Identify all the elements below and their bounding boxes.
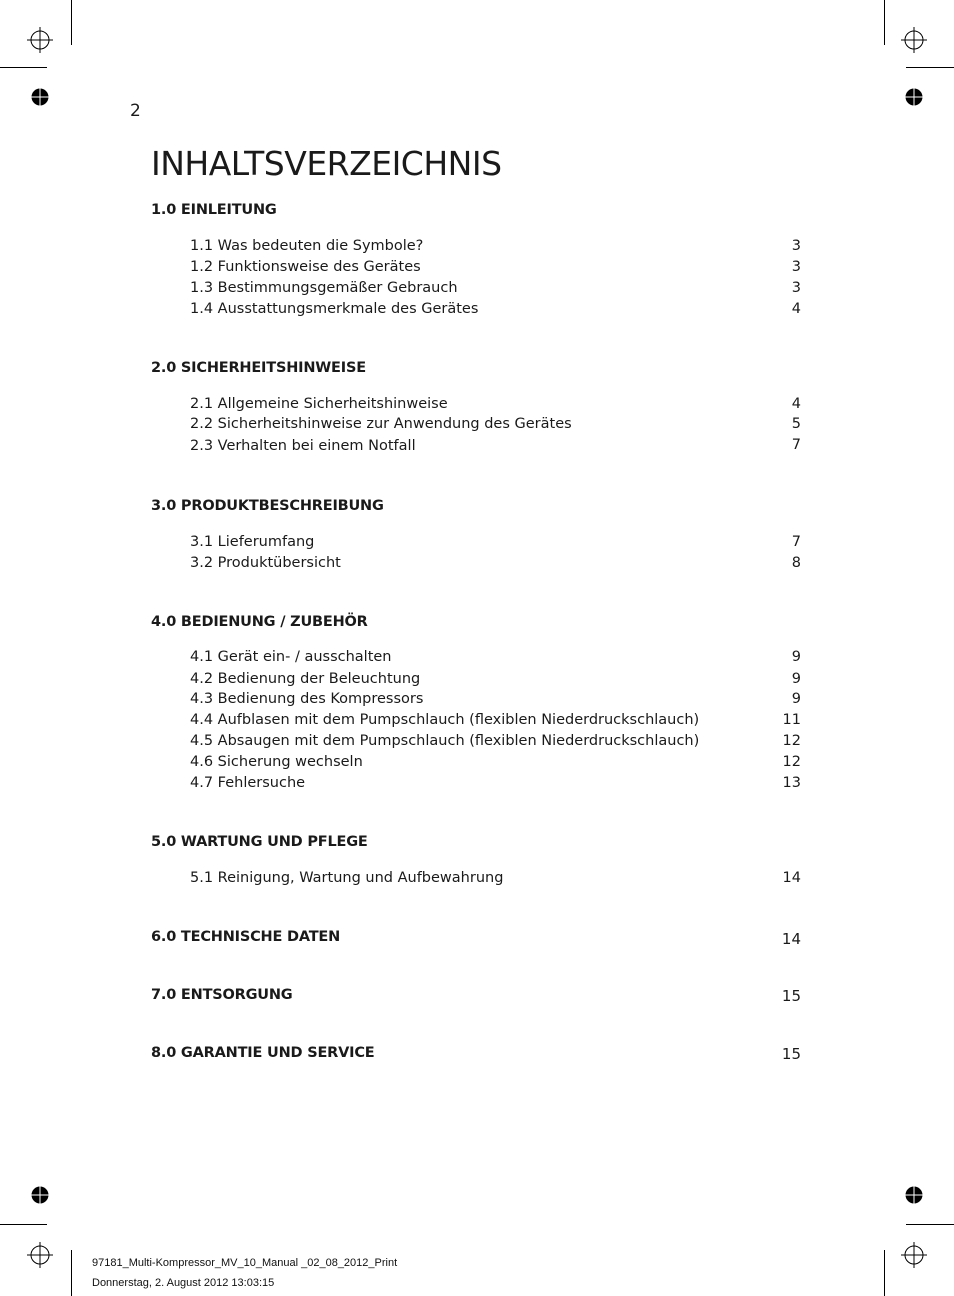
toc-entry-label: 4.7 Fehlersuche	[190, 775, 306, 791]
register-dot-icon	[31, 88, 49, 106]
toc-entry-page: 7	[791, 437, 801, 453]
toc-entry-page: 3	[791, 259, 801, 275]
toc-entry-page: 13	[782, 775, 801, 791]
toc-entry-label: 1.4 Ausstattungsmerkmale des Gerätes	[190, 301, 479, 317]
toc-entry-page: 11	[782, 712, 801, 728]
toc-entry-label: 4.6 Sicherung wechseln	[190, 754, 363, 770]
crop-mark	[71, 0, 72, 45]
toc-entry-page: 9	[791, 691, 801, 707]
section-page: 14	[781, 930, 801, 948]
crop-mark	[906, 67, 954, 68]
section-heading: 3.0 PRODUKTBESCHREIBUNG	[151, 498, 384, 514]
toc-entry-page: 9	[791, 671, 801, 687]
toc-entry-label: 3.2 Produktübersicht	[190, 555, 341, 571]
section-heading: 4.0 BEDIENUNG / ZUBEHÖR	[151, 614, 368, 630]
section-heading: 6.0 TECHNISCHE DATEN	[151, 929, 341, 945]
toc-entry-page: 12	[782, 754, 801, 770]
toc-entry[interactable]	[190, 301, 801, 322]
toc-entry-page: 12	[782, 733, 801, 749]
registration-mark-icon	[901, 27, 927, 53]
toc-entry[interactable]	[190, 775, 801, 796]
toc-entry-label: 2.2 Sicherheitshinweise zur Anwendung des Gerätes	[190, 416, 572, 432]
toc-entry-label: 4.5 Absaugen mit dem Pumpschlauch (flexiblen Niederdruckschlauch)	[190, 733, 700, 749]
toc-entry[interactable]	[190, 437, 801, 458]
crop-mark	[906, 1224, 954, 1225]
toc-entry[interactable]	[190, 259, 801, 280]
toc-entry-label: 4.2 Bedienung der Beleuchtung	[190, 671, 421, 687]
toc-entry-page: 3	[791, 238, 801, 254]
section-page: 15	[781, 987, 801, 1005]
toc-entry-label: 4.3 Bedienung des Kompressors	[190, 691, 424, 707]
toc-entry-label: 2.1 Allgemeine Sicherheitshinweise	[190, 396, 448, 412]
toc-entry-label: 4.1 Gerät ein- / ausschalten	[190, 649, 392, 665]
toc-entry-label: 1.1 Was bedeuten die Symbole?	[190, 238, 424, 254]
register-dot-icon	[31, 1186, 49, 1204]
toc-entry[interactable]	[190, 649, 801, 670]
toc-entry-page: 4	[791, 301, 801, 317]
toc-entry-label: 1.2 Funktionsweise des Gerätes	[190, 259, 421, 275]
crop-mark	[0, 1224, 47, 1225]
page-number: 2	[130, 101, 141, 121]
toc-entry[interactable]	[190, 238, 801, 259]
register-dot-icon	[905, 1186, 923, 1204]
toc-entry[interactable]	[190, 733, 801, 754]
toc-entry[interactable]	[190, 280, 801, 301]
section-heading: 5.0 WARTUNG UND PFLEGE	[151, 834, 368, 850]
crop-mark	[884, 0, 885, 45]
toc-entry[interactable]	[190, 396, 801, 417]
registration-mark-icon	[27, 27, 53, 53]
toc-entry-label: 1.3 Bestimmungsgemäßer Gebrauch	[190, 280, 458, 296]
crop-mark	[71, 1250, 72, 1296]
page-title: INHALTSVERZEICHNIS	[151, 144, 502, 183]
section-heading: 8.0 GARANTIE UND SERVICE	[151, 1045, 375, 1061]
footer-timestamp: Donnerstag, 2. August 2012 13:03:15	[92, 1277, 275, 1289]
toc-entry-page: 9	[791, 649, 801, 665]
toc-entry[interactable]	[190, 691, 801, 712]
registration-mark-icon	[901, 1242, 927, 1268]
toc-entry-label: 3.1 Lieferumfang	[190, 534, 315, 550]
toc-entry-label: 2.3 Verhalten bei einem Notfall	[190, 438, 416, 454]
toc-entry-page: 8	[791, 555, 801, 571]
section-page: 15	[781, 1045, 801, 1063]
toc-entry-page: 14	[782, 870, 801, 886]
section-heading: 1.0 EINLEITUNG	[151, 202, 277, 218]
toc-entry[interactable]	[190, 534, 801, 555]
toc-entry-label: 4.4 Aufblasen mit dem Pumpschlauch (flexiblen Niederdruckschlauch)	[190, 712, 700, 728]
crop-mark	[0, 67, 47, 68]
toc-entry-page: 7	[791, 534, 801, 550]
toc-entry-page: 3	[791, 280, 801, 296]
section-heading: 2.0 SICHERHEITSHINWEISE	[151, 360, 366, 376]
registration-mark-icon	[27, 1242, 53, 1268]
crop-mark	[884, 1250, 885, 1296]
toc-entry[interactable]	[190, 416, 801, 437]
toc-entry[interactable]	[190, 870, 801, 891]
footer-filename: 97181_Multi-Kompressor_MV_10_Manual _02_08_2012_Print	[92, 1257, 398, 1269]
toc-entry-page: 4	[791, 396, 801, 412]
register-dot-icon	[905, 88, 923, 106]
toc-entry[interactable]	[190, 555, 801, 576]
toc-entry[interactable]	[190, 712, 801, 733]
toc-entry[interactable]	[190, 754, 801, 775]
toc-entry-label: 5.1 Reinigung, Wartung und Aufbewahrung	[190, 870, 504, 886]
toc-entry[interactable]	[190, 671, 801, 692]
toc-entry-page: 5	[791, 416, 801, 432]
section-heading: 7.0 ENTSORGUNG	[151, 987, 293, 1003]
